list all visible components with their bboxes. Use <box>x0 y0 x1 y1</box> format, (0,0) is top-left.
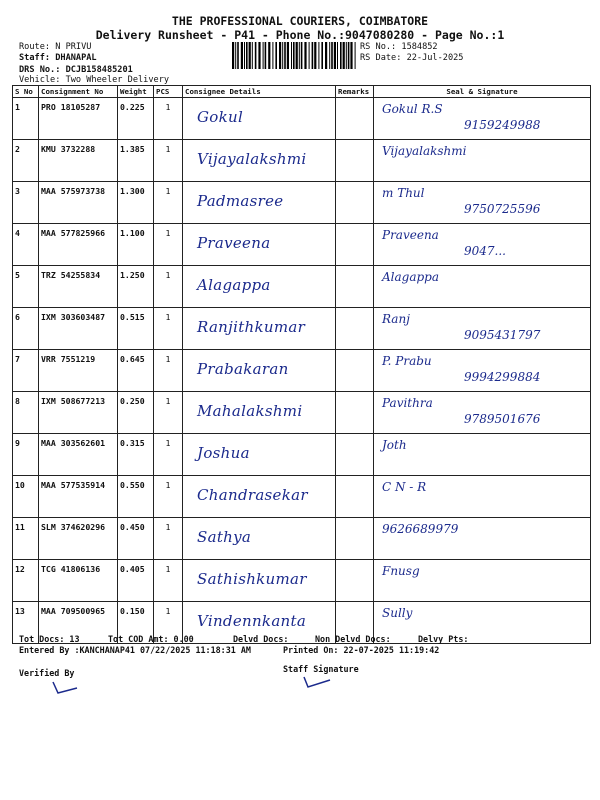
rs-date: RS Date: 22-Jul-2025 <box>360 53 464 63</box>
row-weight: 1.100 <box>118 224 154 266</box>
row-seal-signature <box>374 98 591 140</box>
staff-label: Staff: DHANAPAL <box>19 53 97 63</box>
table-row <box>13 308 591 350</box>
row-pcs: 1 <box>154 476 183 518</box>
row-consignment-no: TCG 41806136 <box>39 560 118 602</box>
consignee-handwritten-name: Mahalakshmi <box>197 402 303 420</box>
table-row <box>13 518 591 560</box>
handwritten-signature: Joth <box>382 438 407 452</box>
row-seal-signature <box>374 392 591 434</box>
consignee-handwritten-name: Chandrasekar <box>197 486 308 504</box>
row-consignment-no: MAA 303562601 <box>39 434 118 476</box>
table-row <box>13 266 591 308</box>
row-seal-signature <box>374 476 591 518</box>
table-row <box>13 392 591 434</box>
table-row <box>13 98 591 140</box>
row-seal-signature <box>374 224 591 266</box>
consignee-handwritten-name: Vijayalakshmi <box>197 150 307 168</box>
row-sno: 2 <box>13 140 39 182</box>
handwritten-signature: Ranj <box>382 312 410 326</box>
row-pcs: 1 <box>154 518 183 560</box>
consignee-handwritten-name: Padmasree <box>197 192 284 210</box>
printed-on: Printed On: 22-07-2025 11:19:42 <box>283 645 440 655</box>
row-seal-signature <box>374 602 591 644</box>
cod-amount: Tot COD Amt: 0.00 <box>108 634 194 644</box>
row-sno: 9 <box>13 434 39 476</box>
table-row <box>13 224 591 266</box>
handwritten-phone: 9159249988 <box>464 118 541 132</box>
consignee-handwritten-name: Alagappa <box>197 276 271 294</box>
row-pcs: 1 <box>154 560 183 602</box>
handwritten-signature: Vijayalakshmi <box>382 144 467 158</box>
tot-docs: Tot Docs: 13 <box>19 634 80 644</box>
delvy-pts: Delvy Pts: <box>418 634 469 644</box>
row-consignment-no: MAA 577825966 <box>39 224 118 266</box>
consignee-handwritten-name: Vindennkanta <box>197 612 307 630</box>
row-seal-signature <box>374 518 591 560</box>
row-sno: 7 <box>13 350 39 392</box>
drs-label: DRS No.: DCJB158485201 <box>19 65 133 75</box>
row-seal-signature <box>374 140 591 182</box>
handwritten-phone: 9095431797 <box>464 328 541 342</box>
row-consignment-no: MAA 575973738 <box>39 182 118 224</box>
col-weight: Weight <box>118 86 154 98</box>
row-consignment-no: TRZ 54255834 <box>39 266 118 308</box>
table-row <box>13 182 591 224</box>
row-consignee-cell <box>183 518 336 560</box>
row-consignment-no: MAA 709500965 <box>39 602 118 644</box>
row-sno: 4 <box>13 224 39 266</box>
row-sno: 11 <box>13 518 39 560</box>
row-consignment-no: MAA 577535914 <box>39 476 118 518</box>
company-title: THE PROFESSIONAL COURIERS, COIMBATORE <box>171 14 429 28</box>
row-weight: 0.225 <box>118 98 154 140</box>
row-weight: 1.385 <box>118 140 154 182</box>
col-seal-signature: Seal & Signature <box>374 86 591 98</box>
row-remarks <box>336 140 374 182</box>
row-pcs: 1 <box>154 224 183 266</box>
row-pcs: 1 <box>154 602 183 644</box>
handwritten-signature: Praveena <box>382 228 439 242</box>
col-sno: S No <box>13 86 39 98</box>
consignee-handwritten-name: Ranjithkumar <box>197 318 306 336</box>
staff-signature-label: Staff Signature <box>283 664 359 674</box>
row-consignee-cell <box>183 140 336 182</box>
handwritten-signature: Gokul R.S <box>382 102 443 116</box>
consignee-handwritten-name: Praveena <box>197 234 271 252</box>
row-seal-signature <box>374 308 591 350</box>
row-consignee-cell <box>183 350 336 392</box>
handwritten-signature: 9626689979 <box>382 522 459 536</box>
col-remarks: Remarks <box>336 86 374 98</box>
row-pcs: 1 <box>154 98 183 140</box>
table-header-row <box>13 86 591 98</box>
row-sno: 1 <box>13 98 39 140</box>
non-delvd-docs: Non Delvd Docs: <box>315 634 391 644</box>
row-remarks <box>336 98 374 140</box>
row-remarks <box>336 434 374 476</box>
row-sno: 8 <box>13 392 39 434</box>
row-seal-signature <box>374 182 591 224</box>
table-row <box>13 476 591 518</box>
row-weight: 1.300 <box>118 182 154 224</box>
row-remarks <box>336 224 374 266</box>
row-weight: 0.405 <box>118 560 154 602</box>
barcode-image <box>232 42 358 69</box>
row-pcs: 1 <box>154 182 183 224</box>
row-consignment-no: VRR 7551219 <box>39 350 118 392</box>
table-row <box>13 560 591 602</box>
row-sno: 6 <box>13 308 39 350</box>
row-pcs: 1 <box>154 140 183 182</box>
col-pcs: PCS <box>154 86 183 98</box>
handwritten-signature: Fnusg <box>382 564 420 578</box>
row-consignee-cell <box>183 392 336 434</box>
row-consignee-cell <box>183 308 336 350</box>
row-pcs: 1 <box>154 350 183 392</box>
row-consignment-no: KMU 3732288 <box>39 140 118 182</box>
handwritten-phone: 9789501676 <box>464 412 541 426</box>
row-consignee-cell <box>183 266 336 308</box>
col-consignment: Consignment No <box>39 86 118 98</box>
consignee-handwritten-name: Joshua <box>197 444 250 462</box>
row-consignment-no: SLM 374620296 <box>39 518 118 560</box>
row-consignee-cell <box>183 182 336 224</box>
row-consignment-no: IXM 303603487 <box>39 308 118 350</box>
consignee-handwritten-name: Prabakaran <box>197 360 289 378</box>
row-remarks <box>336 266 374 308</box>
entered-by: Entered By :KANCHANAP41 07/22/2025 11:18:31 AM <box>19 645 251 655</box>
handwritten-signature: Alagappa <box>382 270 440 284</box>
row-weight: 0.315 <box>118 434 154 476</box>
row-remarks <box>336 560 374 602</box>
row-seal-signature <box>374 266 591 308</box>
consignee-handwritten-name: Gokul <box>197 108 244 126</box>
row-weight: 1.250 <box>118 266 154 308</box>
row-consignment-no: PRO 18105287 <box>39 98 118 140</box>
handwritten-signature: P. Prabu <box>382 354 432 368</box>
row-consignee-cell <box>183 434 336 476</box>
row-pcs: 1 <box>154 266 183 308</box>
row-seal-signature <box>374 560 591 602</box>
row-seal-signature <box>374 434 591 476</box>
row-sno: 3 <box>13 182 39 224</box>
handwritten-signature: m Thul <box>382 186 425 200</box>
row-consignee-cell <box>183 560 336 602</box>
vehicle-label: Vehicle: Two Wheeler Delivery <box>19 75 170 85</box>
route-label: Route: N PRIVU <box>19 42 92 52</box>
delvd-docs: Delvd Docs: <box>233 634 289 644</box>
rs-number: RS No.: 1584852 <box>360 42 438 52</box>
handwritten-phone: 9047... <box>464 244 506 258</box>
row-sno: 10 <box>13 476 39 518</box>
handwritten-phone: 9750725596 <box>464 202 541 216</box>
table-row <box>13 602 591 644</box>
col-consignee: Consignee Details <box>183 86 336 98</box>
table-row <box>13 140 591 182</box>
row-consignee-cell <box>183 476 336 518</box>
row-weight: 0.515 <box>118 308 154 350</box>
row-remarks <box>336 476 374 518</box>
row-weight: 0.550 <box>118 476 154 518</box>
handwritten-signature: Pavithra <box>382 396 433 410</box>
handwritten-phone: 9994299884 <box>464 370 541 384</box>
row-pcs: 1 <box>154 434 183 476</box>
handwritten-signature: Sully <box>382 606 413 620</box>
runsheet-title: Delivery Runsheet - P41 - Phone No.:9047080280 - Page No.:1 <box>95 28 505 42</box>
row-remarks <box>336 182 374 224</box>
row-sno: 12 <box>13 560 39 602</box>
verified-tick-mark <box>50 680 80 696</box>
verified-by-label: Verified By <box>19 668 75 678</box>
row-weight: 0.450 <box>118 518 154 560</box>
runsheet-table <box>12 85 591 644</box>
row-weight: 0.150 <box>118 602 154 644</box>
row-remarks <box>336 518 374 560</box>
row-remarks <box>336 350 374 392</box>
row-seal-signature <box>374 350 591 392</box>
row-sno: 5 <box>13 266 39 308</box>
row-consignee-cell <box>183 98 336 140</box>
consignee-handwritten-name: Sathya <box>197 528 252 546</box>
row-remarks <box>336 392 374 434</box>
row-remarks <box>336 308 374 350</box>
row-weight: 0.250 <box>118 392 154 434</box>
row-sno: 13 <box>13 602 39 644</box>
row-consignment-no: IXM 508677213 <box>39 392 118 434</box>
handwritten-signature: C N - R <box>382 480 427 494</box>
consignee-handwritten-name: Sathishkumar <box>197 570 307 588</box>
row-pcs: 1 <box>154 392 183 434</box>
row-weight: 0.645 <box>118 350 154 392</box>
row-consignee-cell <box>183 224 336 266</box>
table-row <box>13 434 591 476</box>
table-row <box>13 350 591 392</box>
row-pcs: 1 <box>154 308 183 350</box>
staff-signature-mark <box>300 674 334 690</box>
